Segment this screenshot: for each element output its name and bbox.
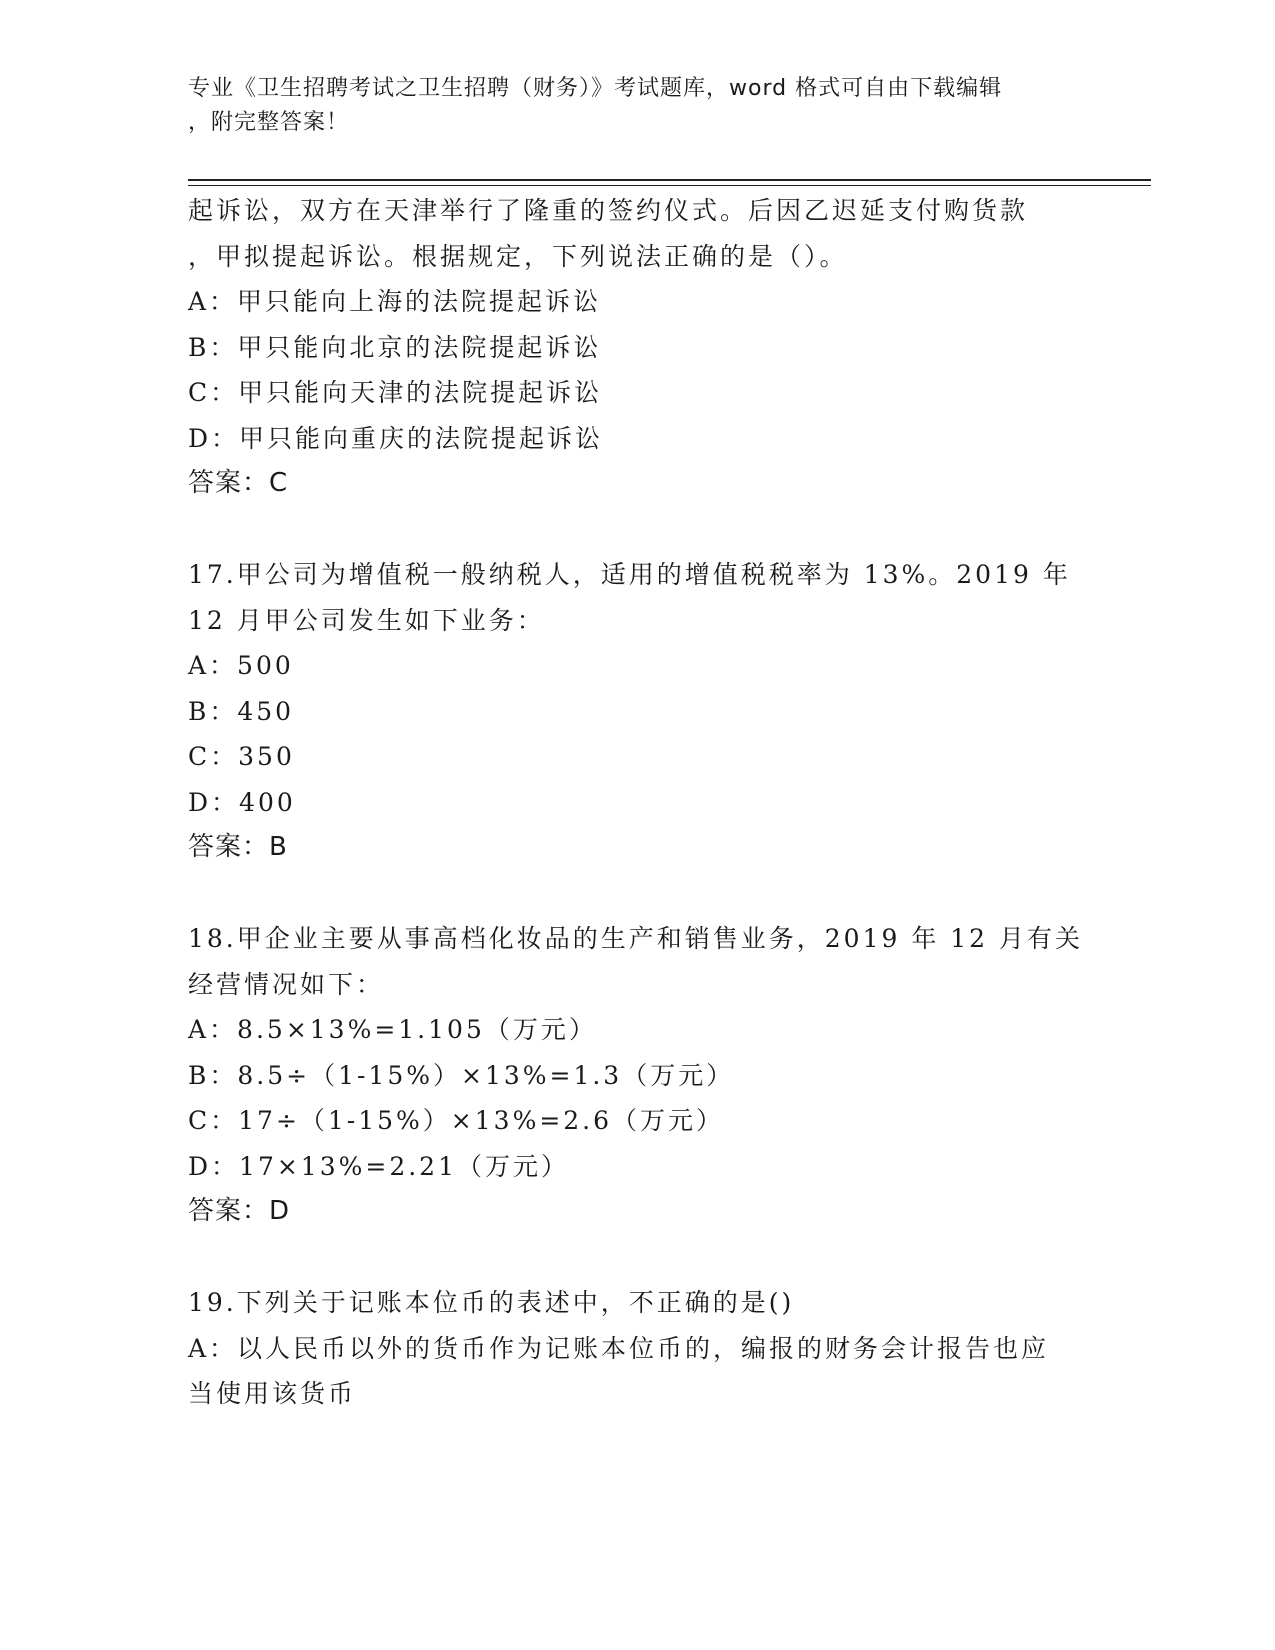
answer: 答案：C (188, 468, 289, 498)
document-header (188, 72, 1068, 140)
spacer (188, 1235, 1088, 1281)
option-c: C：甲只能向天津的法院提起诉讼 (188, 378, 603, 407)
question-18 (188, 916, 1088, 1235)
option-a: A：甲只能向上海的法院提起诉讼 (188, 287, 602, 316)
option-d: D：400 (188, 787, 296, 817)
answer: 答案：D (188, 1196, 291, 1226)
question-text: 经营情况如下： (188, 969, 385, 999)
question-text: 起诉讼，双方在天津举行了隆重的签约仪式。后因乙迟延支付购货款 (188, 196, 1029, 225)
option-c: C：350 (188, 742, 295, 771)
question-19 (188, 1280, 1088, 1417)
option-c: C：17÷（1-15%）×13%=2.6（万元） (188, 1106, 725, 1135)
question-list (188, 188, 1088, 1417)
question-text: 17.甲公司为增值税一般纳税人，适用的增值税税率为 13%。2019 年 (188, 560, 1071, 589)
question-text: 19.下列关于记账本位币的表述中，不正确的是() (188, 1288, 795, 1317)
option-a-continued: 当使用该货币 (188, 1379, 357, 1408)
header-rule-thin (188, 185, 1151, 186)
question-17 (188, 552, 1088, 871)
option-b: B：甲只能向北京的法院提起诉讼 (188, 332, 602, 362)
option-b: B：450 (188, 696, 295, 726)
question-16 (188, 188, 1088, 507)
header-rule-thick (188, 179, 1151, 181)
option-a: A：500 (188, 651, 294, 680)
option-a: A：8.5×13%=1.105（万元） (188, 1015, 597, 1044)
header-line-2: ，附完整答案！ (188, 110, 350, 135)
option-d: D：17×13%=2.21（万元） (188, 1151, 569, 1181)
question-text: 18.甲企业主要从事高档化妆品的生产和销售业务，2019 年 12 月有关 (188, 924, 1084, 953)
option-a: A：以人民币以外的货币作为记账本位币的，编报的财务会计报告也应 (188, 1333, 1050, 1363)
answer: 答案：B (188, 832, 288, 862)
question-text: 12 月甲公司发生如下业务： (188, 605, 545, 635)
header-line-1: 专业《卫生招聘考试之卫生招聘（财务）》考试题库，word 格式可自由下载编辑 (188, 76, 1003, 101)
question-text: ，甲拟提起诉讼。根据规定，下列说法正确的是（）。 (188, 241, 848, 271)
option-b: B：8.5÷（1-15%）×13%=1.3（万元） (188, 1060, 735, 1090)
spacer (188, 507, 1088, 553)
option-d: D：甲只能向重庆的法院提起诉讼 (188, 423, 604, 453)
spacer (188, 871, 1088, 917)
